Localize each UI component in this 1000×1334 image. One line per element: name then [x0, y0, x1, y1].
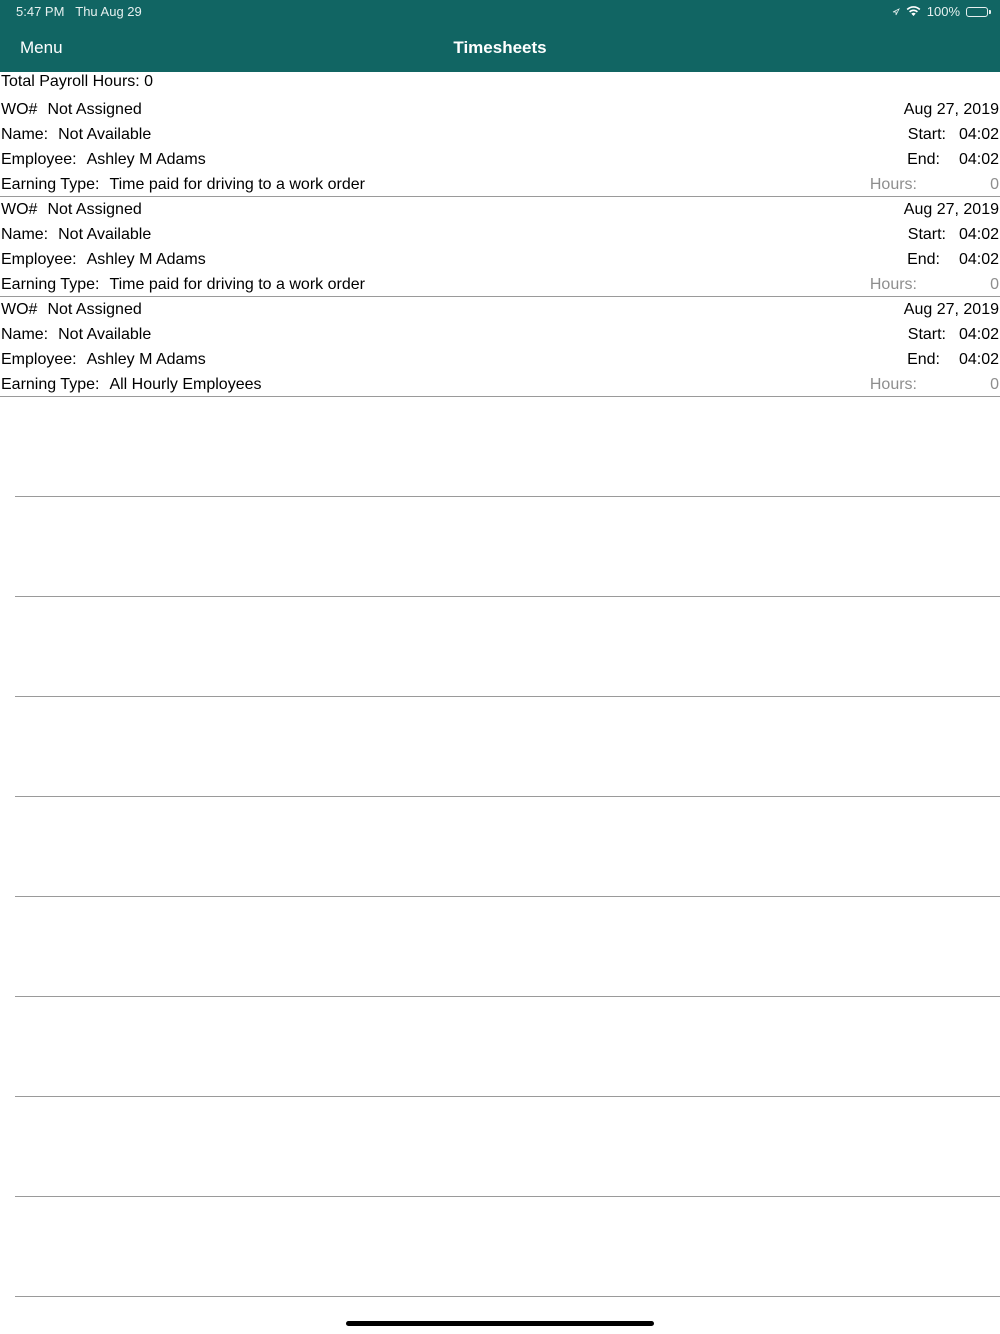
end-value: 04:02 — [958, 251, 999, 268]
employee-value: Ashley M Adams — [86, 151, 206, 168]
entry-date: Aug 27, 2019 — [903, 201, 999, 218]
status-time: 5:47 PM — [16, 4, 65, 19]
earning-type-label: Earning Type: — [1, 376, 100, 393]
employee-value: Ashley M Adams — [86, 351, 206, 368]
status-bar-time — [16, 4, 142, 19]
location-icon — [892, 8, 900, 16]
entry-date: Aug 27, 2019 — [903, 101, 999, 118]
start-label: Start: — [907, 126, 946, 143]
entry-row — [0, 197, 1000, 222]
name-label: Name: — [1, 126, 49, 143]
earning-type-value: Time paid for driving to a work order — [109, 276, 365, 293]
empty-list-row — [15, 1197, 1000, 1297]
start-value: 04:02 — [958, 226, 999, 243]
entry-row — [0, 272, 1000, 297]
timesheet-entry[interactable] — [0, 197, 1000, 297]
menu-button[interactable]: Menu — [20, 38, 63, 57]
employee-label: Employee: — [1, 251, 77, 268]
empty-list-row — [15, 497, 1000, 597]
name-label: Name: — [1, 226, 49, 243]
empty-list-row — [15, 997, 1000, 1097]
end-label: End: — [907, 151, 940, 168]
wo-value: Not Assigned — [47, 201, 142, 218]
empty-list-row — [15, 697, 1000, 797]
wo-label: WO# — [1, 301, 38, 318]
hours-value: 0 — [990, 376, 999, 393]
battery-icon — [966, 7, 988, 17]
entry-row — [0, 322, 1000, 347]
wo-label: WO# — [1, 201, 38, 218]
entry-row — [0, 122, 1000, 147]
earning-type-value: Time paid for driving to a work order — [109, 176, 365, 193]
timesheet-entry[interactable] — [0, 97, 1000, 197]
name-value: Not Available — [58, 326, 152, 343]
start-value: 04:02 — [958, 126, 999, 143]
entry-row — [0, 297, 1000, 322]
employee-label: Employee: — [1, 351, 77, 368]
hours-value: 0 — [990, 176, 999, 193]
entry-row — [0, 147, 1000, 172]
entry-date: Aug 27, 2019 — [903, 301, 999, 318]
earning-type-label: Earning Type: — [1, 176, 100, 193]
status-date: Thu Aug 29 — [75, 4, 142, 19]
hours-value: 0 — [990, 276, 999, 293]
wo-value: Not Assigned — [47, 301, 142, 318]
name-label: Name: — [1, 326, 49, 343]
employee-label: Employee: — [1, 151, 77, 168]
status-bar-indicators — [892, 4, 988, 19]
entry-row — [0, 97, 1000, 122]
end-label: End: — [907, 251, 940, 268]
entry-row — [0, 347, 1000, 372]
empty-list-row — [15, 897, 1000, 997]
home-indicator[interactable] — [346, 1321, 654, 1326]
start-label: Start: — [907, 226, 946, 243]
end-value: 04:02 — [958, 151, 999, 168]
empty-list-row — [15, 797, 1000, 897]
end-label: End: — [907, 351, 940, 368]
hours-label: Hours: — [869, 276, 917, 293]
end-value: 04:02 — [958, 351, 999, 368]
page-title: Timesheets — [453, 38, 547, 57]
timesheet-entry[interactable] — [0, 297, 1000, 397]
entry-row — [0, 222, 1000, 247]
entry-row — [0, 247, 1000, 272]
empty-list-row — [15, 397, 1000, 497]
wo-value: Not Assigned — [47, 101, 142, 118]
start-label: Start: — [907, 326, 946, 343]
entry-row — [0, 172, 1000, 197]
battery-percent: 100% — [926, 4, 960, 19]
earning-type-label: Earning Type: — [1, 276, 100, 293]
total-payroll-hours: Total Payroll Hours: 0 — [1, 73, 154, 90]
hours-label: Hours: — [869, 376, 917, 393]
navigation-header — [0, 0, 1000, 72]
entry-row — [0, 372, 1000, 397]
name-value: Not Available — [58, 126, 152, 143]
wo-label: WO# — [1, 101, 38, 118]
hours-label: Hours: — [869, 176, 917, 193]
name-value: Not Available — [58, 226, 152, 243]
employee-value: Ashley M Adams — [86, 251, 206, 268]
empty-list-row — [15, 1097, 1000, 1197]
wifi-icon — [906, 6, 921, 17]
start-value: 04:02 — [958, 326, 999, 343]
earning-type-value: All Hourly Employees — [109, 376, 262, 393]
empty-list-row — [15, 597, 1000, 697]
